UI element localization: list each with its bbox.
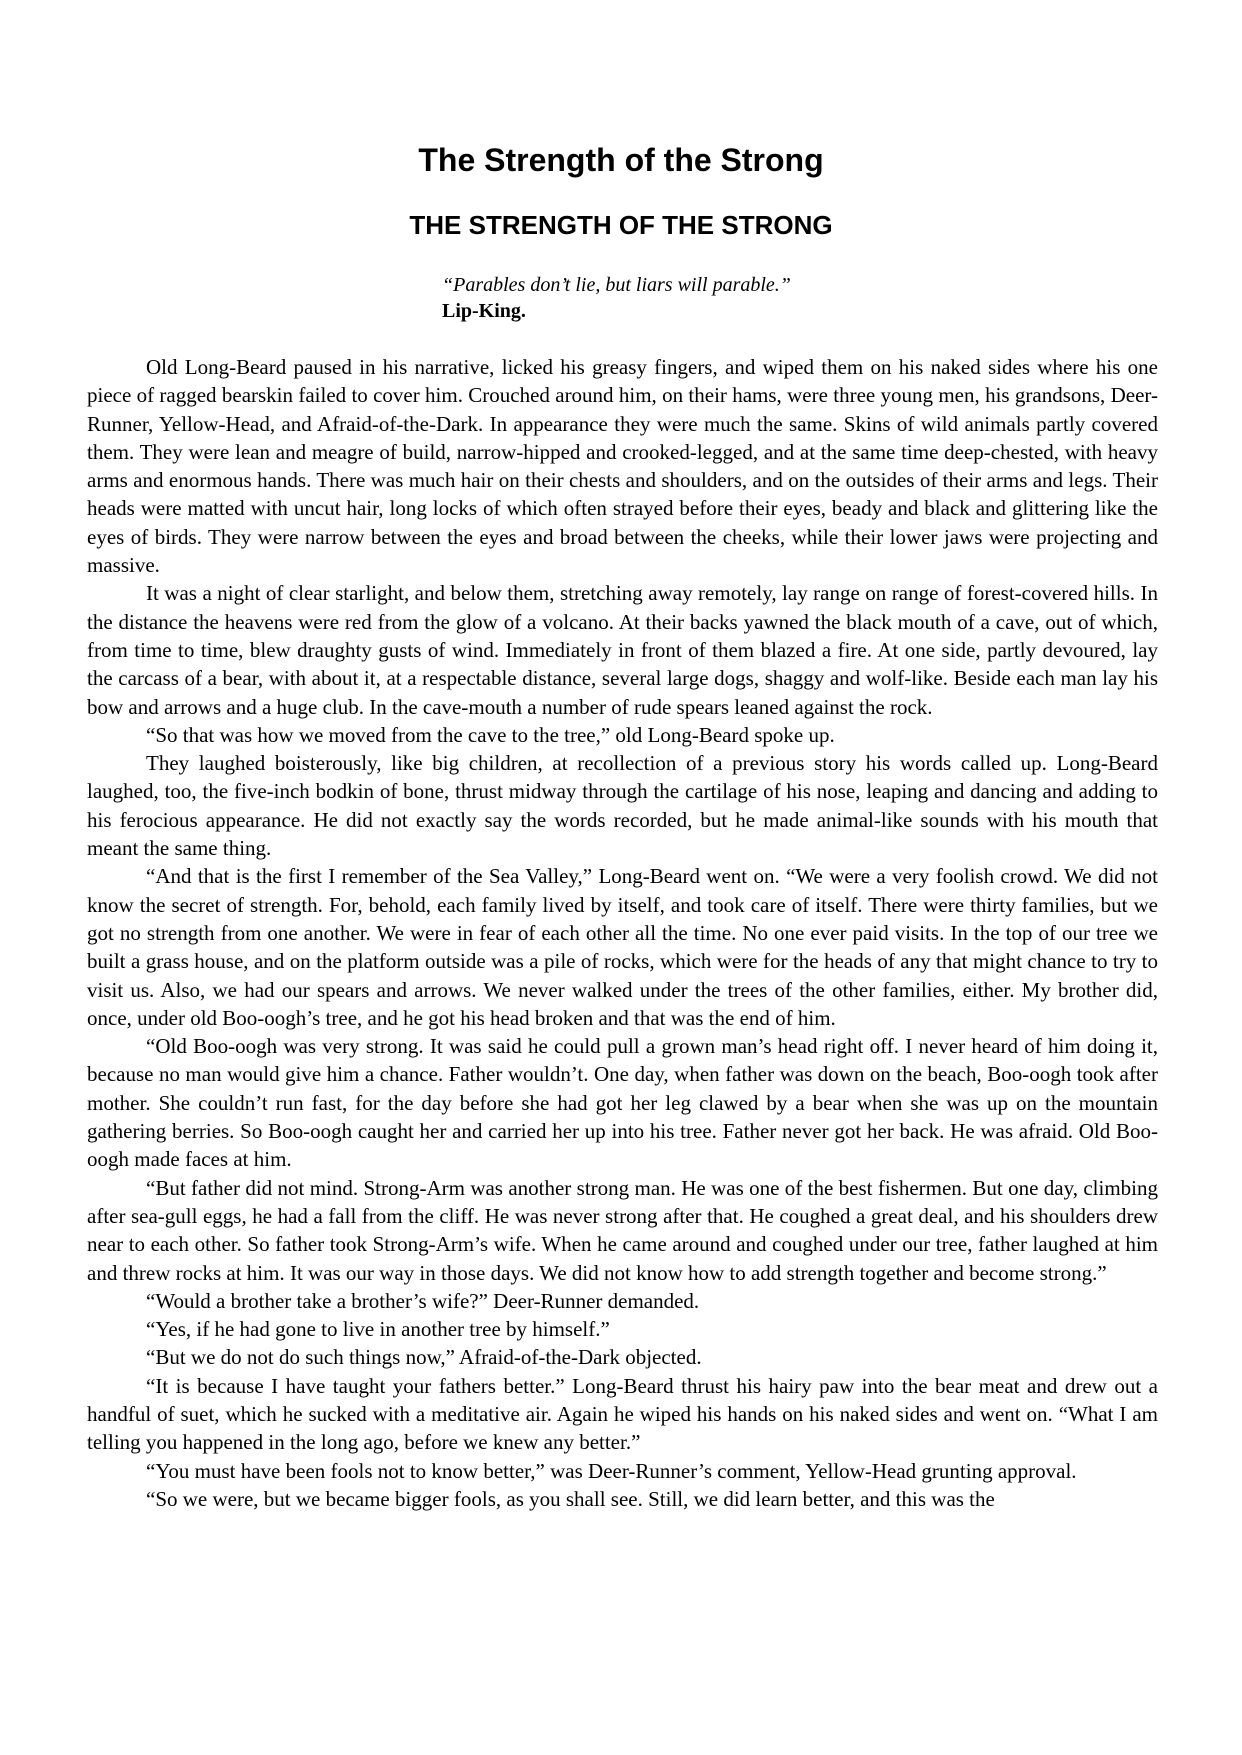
- paragraph: It was a night of clear starlight, and below them, stretching away remotely, lay range on range of forest-covered hills. In the distance the heavens were red from the glow of a volcano. At their backs yawned the black mouth of a cave, out of which, from time to time, blew draughty gusts of wind. Immediately in front of them blazed a fire. At one side, partly devoured, lay the carcass of a bear, with about it, at a respectable distance, several large dogs, shaggy and wolf-like. Beside each man lay his bow and arrows and a huge club. In the cave-mouth a number of rude spears leaned against the rock.: [87, 581, 1158, 719]
- chapter-heading: THE STRENGTH OF THE STRONG: [409, 210, 833, 240]
- paragraph: “But we do not do such things now,” Afraid-of-the-Dark objected.: [146, 1345, 702, 1370]
- page-title: The Strength of the Strong: [418, 142, 824, 178]
- paragraph: “But father did not mind. Strong-Arm was another strong man. He was one of the best fishermen. But one day, climbing after sea-gull eggs, he had a fall from the cliff. He was never strong after that. He coughed a great deal, and his shoulders drew near to each other. So father took Strong-Arm’s wife. When he came around and coughed under our tree, father laughed at him and threw rocks at him. It was our way in those days. We did not know how to add strength together and become strong.”: [87, 1175, 1158, 1285]
- epigraph-attribution: Lip-King.: [442, 300, 526, 322]
- paragraph: “It is because I have taught your fathers better.” Long-Beard thrust his hairy paw into the bear meat and drew out a handful of suet, which he sucked with a meditative air. Again he wiped his hands on his naked sides and went on. “What I am telling you happened in the long ago, before we knew any better.”: [87, 1373, 1158, 1455]
- paragraph: “So we were, but we became bigger fools, as you shall see. Still, we did learn better, and this was the: [146, 1486, 995, 1511]
- paragraph: “Yes, if he had gone to live in another tree by himself.”: [146, 1317, 610, 1342]
- paragraph: “So that was how we moved from the cave to the tree,” old Long-Beard spoke up.: [146, 722, 835, 747]
- body-text: [87, 353, 1158, 1513]
- paragraph: “And that is the first I remember of the Sea Valley,” Long-Beard went on. “We were a very foolish crowd. We did not know the secret of strength. For, behold, each family lived by itself, and took care of itself. There were thirty families, but we got no strength from one another. We were in fear of each other all the time. No one ever paid visits. In the top of our tree we built a grass house, and on the platform outside was a pile of rocks, which were for the heads of any that might chance to try to visit us. Also, we had our spears and arrows. We never walked under the trees of the other families, either. My brother did, once, under old Boo-oogh’s tree, and he got his head broken and that was the end of him.: [87, 864, 1158, 1030]
- paragraph: They laughed boisterously, like big children, at recollection of a previous story his words called up. Long-Beard laughed, too, the five-inch bodkin of bone, thrust midway through the cartilage of his nose, leaping and dancing and adding to his ferocious appearance. He did not exactly say the words recorded, but he made animal-like sounds with his mouth that meant the same thing.: [87, 751, 1158, 861]
- epigraph-quote: “Parables don’t lie, but liars will parable.”: [442, 274, 791, 296]
- paragraph: “You must have been fools not to know better,” was Deer-Runner’s comment, Yellow-Head grunting approval.: [146, 1458, 1077, 1483]
- paragraph: Old Long-Beard paused in his narrative, licked his greasy fingers, and wiped them on his naked sides where his one piece of ragged bearskin failed to cover him. Crouched around him, on their hams, were three young men, his grandsons, Deer-Runner, Yellow-Head, and Afraid-of-the-Dark. In appearance they were much the same. Skins of wild animals partly covered them. They were lean and meagre of build, narrow-hipped and crooked-legged, and at the same time deep-chested, with heavy arms and enormous hands. There was much hair on their chests and shoulders, and on the outsides of their arms and legs. Their heads were matted with uncut hair, long locks of which often strayed before their eyes, beady and black and glittering like the eyes of birds. They were narrow between the eyes and broad between the cheeks, while their lower jaws were projecting and massive.: [87, 355, 1158, 578]
- epigraph: [442, 272, 962, 324]
- paragraph: “Would a brother take a brother’s wife?” Deer-Runner demanded.: [146, 1288, 700, 1313]
- paragraph: “Old Boo-oogh was very strong. It was said he could pull a grown man’s head right off. I never heard of him doing it, because no man would give him a chance. Father wouldn’t. One day, when father was down on the beach, Boo-oogh took after mother. She couldn’t run fast, for the day before she had got her leg clawed by a bear when she was up on the mountain gathering berries. So Boo-oogh caught her and carried her up into his tree. Father never got her back. He was afraid. Old Boo-oogh made faces at him.: [87, 1034, 1158, 1172]
